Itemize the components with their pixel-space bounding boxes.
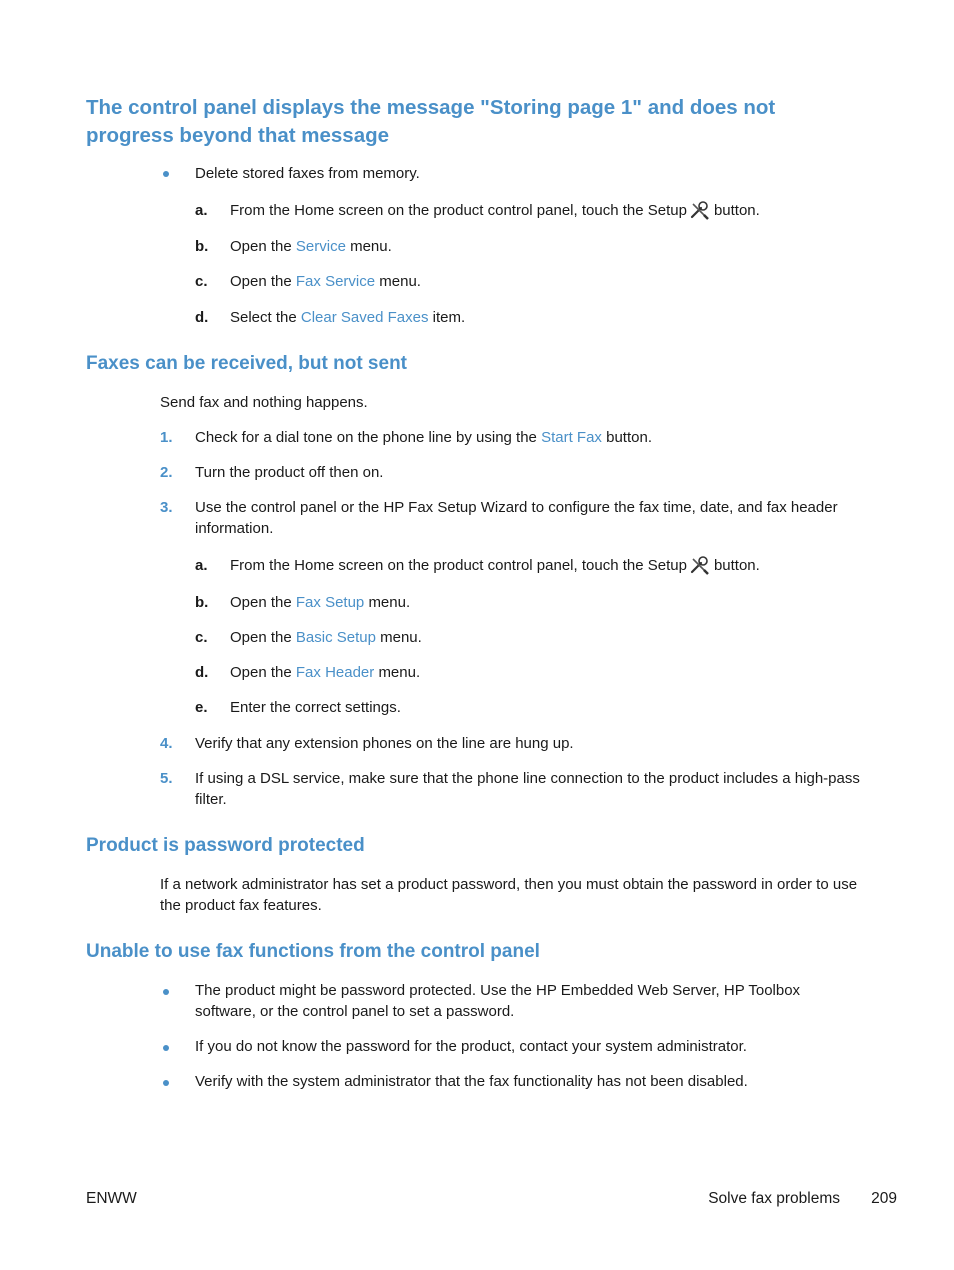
step-text: From the Home screen on the product control panel, touch the Setup button. bbox=[230, 557, 760, 574]
section-heading-password-protected: Product is password protected bbox=[86, 835, 365, 856]
step-number: 5. bbox=[160, 770, 173, 787]
menu-link-basic-setup[interactable]: Basic Setup bbox=[295, 629, 376, 646]
step-number: 3. bbox=[160, 499, 173, 516]
step-letter: d. bbox=[195, 664, 209, 681]
section-heading-storing-page: The control panel displays the message "Storing page 1" and does not progress beyond that message bbox=[86, 96, 776, 147]
step-letter: c. bbox=[195, 629, 208, 646]
step-number: 1. bbox=[160, 429, 173, 446]
step-text: Open the Service menu. bbox=[230, 238, 392, 255]
menu-link-fax-setup[interactable]: Fax Setup bbox=[295, 594, 365, 611]
step-letter: a. bbox=[195, 557, 208, 574]
section-heading-unable-fax-functions: Unable to use fax functions from the control panel bbox=[86, 941, 540, 962]
bullet-text: The product might be password protected. Use the HP Embedded Web Server, HP Toolbox software, or the control panel to set a password. bbox=[195, 982, 801, 1020]
step-text: Open the Basic Setup menu. bbox=[230, 629, 422, 646]
bullet-marker bbox=[163, 1045, 169, 1051]
step-text: Open the Fax Service menu. bbox=[230, 273, 421, 290]
step-text: Open the Fax Header menu. bbox=[230, 664, 421, 681]
step-text: Open the Fax Setup menu. bbox=[230, 594, 411, 611]
bullet-marker bbox=[163, 989, 169, 995]
step-letter: c. bbox=[195, 273, 208, 290]
step-letter: e. bbox=[195, 699, 208, 716]
bullet-text: If you do not know the password for the product, contact your system administrator. bbox=[195, 1038, 747, 1055]
step-text: Check for a dial tone on the phone line by using the Start Fax button. bbox=[195, 429, 652, 446]
step-letter: b. bbox=[195, 594, 209, 611]
menu-link-fax-header[interactable]: Fax Header bbox=[295, 664, 375, 681]
intro-text: Send fax and nothing happens. bbox=[160, 394, 368, 411]
step-text: Select the Clear Saved Faxes item. bbox=[230, 309, 466, 326]
step-text: Use the control panel or the HP Fax Setup Wizard to configure the fax time, date, and fax header information. bbox=[195, 499, 838, 537]
step-letter: b. bbox=[195, 238, 209, 255]
step-text: Enter the correct settings. bbox=[230, 699, 401, 716]
step-letter: d. bbox=[195, 309, 209, 326]
step-text: From the Home screen on the product control panel, touch the Setup button. bbox=[230, 202, 760, 219]
menu-link-service[interactable]: Service bbox=[295, 238, 346, 255]
step-number: 2. bbox=[160, 464, 173, 481]
menu-link-fax-service[interactable]: Fax Service bbox=[295, 273, 376, 290]
button-link-start-fax[interactable]: Start Fax bbox=[541, 429, 602, 446]
setup-wrench-icon bbox=[689, 555, 711, 575]
bullet-marker bbox=[163, 1080, 169, 1086]
footer-left-label: ENWW bbox=[86, 1190, 137, 1207]
step-text: Turn the product off then on. bbox=[195, 464, 384, 481]
footer-section-title: Solve fax problems bbox=[708, 1190, 840, 1207]
page-number: 209 bbox=[871, 1190, 897, 1207]
bullet-text: Verify with the system administrator that the fax functionality has not been disabled. bbox=[195, 1073, 748, 1090]
setup-wrench-icon bbox=[689, 200, 711, 220]
step-text: Verify that any extension phones on the line are hung up. bbox=[195, 735, 574, 752]
step-letter: a. bbox=[195, 202, 208, 219]
section-heading-faxes-not-sent: Faxes can be received, but not sent bbox=[86, 353, 407, 374]
bullet-marker bbox=[163, 171, 169, 177]
bullet-text: Delete stored faxes from memory. bbox=[195, 165, 420, 182]
body-text: If a network administrator has set a product password, then you must obtain the password in order to use the product fax features. bbox=[160, 876, 858, 914]
step-number: 4. bbox=[160, 735, 173, 752]
menu-link-clear-saved-faxes[interactable]: Clear Saved Faxes bbox=[300, 309, 429, 326]
step-text: If using a DSL service, make sure that the phone line connection to the product includes a high-pass filter. bbox=[195, 770, 860, 808]
